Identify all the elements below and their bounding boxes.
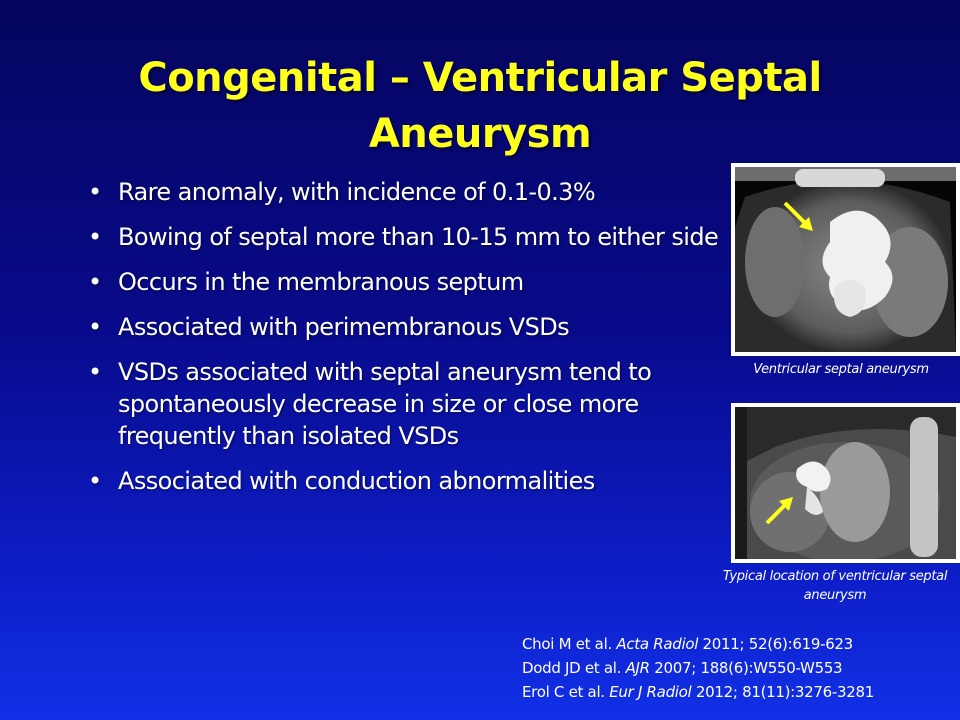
ct-scan-oblique — [735, 407, 956, 559]
figure-caption-1: Ventricular septal aneurysm — [753, 362, 929, 377]
references — [522, 632, 952, 704]
ct-image-1 — [731, 163, 960, 356]
slide-title — [100, 50, 860, 162]
bullet-item: • Occurs in the membranous septum — [88, 266, 728, 298]
ct-image-2 — [731, 403, 960, 563]
arrow-icon — [779, 197, 819, 237]
bullet-item: • Associated with perimembranous VSDs — [88, 311, 728, 343]
bullet-item: • Associated with conduction abnormalities — [88, 465, 728, 497]
bullet-item: • Rare anomaly, with incidence of 0.1-0.3% — [88, 176, 728, 208]
reference-item: Dodd JD et al. AJR 2007; 188(6):W550-W553 — [522, 659, 843, 677]
slide-title-line-2: Aneurysm — [368, 111, 592, 157]
slide-title-line-1: Congenital – Ventricular Septal — [138, 55, 822, 101]
reference-item: Choi M et al. Acta Radiol 2011; 52(6):619-623 — [522, 635, 853, 653]
ct-scan-axial — [735, 167, 956, 352]
arrow-icon — [761, 493, 797, 529]
figure-caption-2: Typical location of ventricular septal aneurysm — [722, 569, 948, 603]
bullet-item: • Bowing of septal more than 10-15 mm to either side — [88, 221, 728, 253]
bullet-list — [88, 176, 728, 510]
reference-item: Erol C et al. Eur J Radiol 2012; 81(11):3276-3281 — [522, 683, 874, 701]
bullet-item: • VSDs associated with septal aneurysm tend to spontaneously decrease in size or close more frequently than isolated VSDs — [88, 356, 728, 452]
